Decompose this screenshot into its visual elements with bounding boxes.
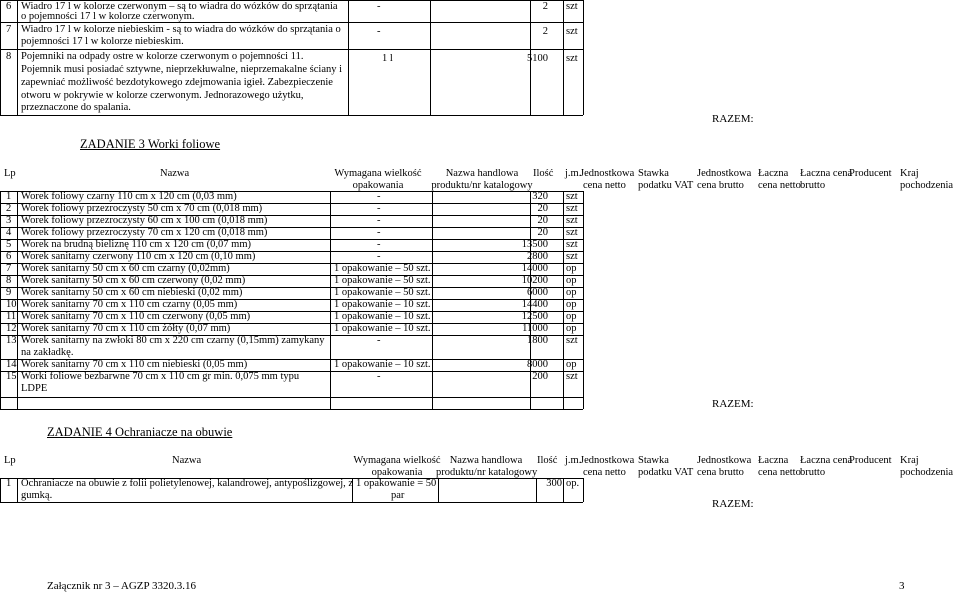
table-row-lp: 1 (6, 191, 12, 202)
table-row-qty: 13500 (521, 239, 548, 250)
row-req: - (377, 1, 381, 12)
table-row-qty: 8000 (527, 359, 548, 370)
table-row-unit: szt (566, 251, 578, 262)
table-row-lp: 5 (6, 239, 12, 250)
table-row-unit: szt (566, 227, 578, 238)
table-row-req: - (377, 203, 381, 214)
row-req: 1 l (382, 53, 393, 64)
col-header-qty: Ilość (537, 455, 558, 466)
row-lp: 6 (6, 1, 12, 12)
table-row-qty: 320 (532, 191, 548, 202)
table-row-lp: 13 (6, 335, 17, 346)
razem-label: RAZEM: (712, 498, 754, 510)
col-header-unit-net: Jednostkowa (580, 455, 635, 466)
col-header-unit-gross: cena brutto (697, 180, 744, 191)
col-header-unit-net: Jednostkowa (580, 168, 635, 179)
razem-label: RAZEM: (712, 398, 754, 410)
row-name: Pojemnik musi posiadać sztywne, nieprzekłuwalne, nieprzemakalne ściany i (21, 64, 343, 75)
col-header-country: Kraj (900, 168, 919, 179)
table-row-req: 1 opakowanie – 10 szt. (334, 311, 431, 322)
table-row-req: par (391, 490, 405, 501)
table-row-req: - (377, 227, 381, 238)
table-row-name: Worek sanitarny 70 cm x 110 cm czarny (0,05 mm) (21, 299, 238, 310)
table-row-name: Worek sanitarny 70 cm x 110 cm czerwony (0,05 mm) (21, 311, 251, 322)
table-row-unit: op. (566, 478, 580, 489)
table-row-req: 1 opakowanie – 50 szt. (334, 287, 431, 298)
table-row-unit: op (566, 299, 577, 310)
table-row-req: - (377, 191, 381, 202)
table-row-name: Worek foliowy przezroczysty 50 cm x 70 cm (0,018 mm) (21, 203, 263, 214)
row-unit: szt (566, 26, 578, 37)
col-header-trade: produktu/nr katalogowy (431, 180, 533, 191)
table-row-req: - (377, 215, 381, 226)
table-row-name: Worek na brudną bieliznę 110 cm x 120 cm (0,07 mm) (21, 239, 251, 250)
table-row-unit: op (566, 275, 577, 286)
col-header-unit: j.m. (565, 168, 582, 179)
footer-attachment-label: Załącznik nr 3 – AGZP 3320.3.16 (47, 580, 196, 592)
table-row-name: Worek sanitarny czerwony 110 cm x 120 cm (0,10 mm) (21, 251, 256, 262)
table-row-name: Worek sanitarny 50 cm x 60 cm niebieski (0,02 mm) (21, 287, 243, 298)
razem-label: RAZEM: (712, 113, 754, 125)
table-row-name: Worek foliowy przezroczysty 70 cm x 120 cm (0,018 mm) (21, 227, 268, 238)
row-lp: 7 (6, 24, 12, 35)
table-row-unit: szt (566, 239, 578, 250)
col-header-country: pochodzenia (900, 180, 954, 191)
col-header-req: Wymagana wielkość (353, 455, 441, 466)
row-req: - (377, 26, 381, 37)
table-row-lp: 7 (6, 263, 12, 274)
col-header-total-gross: Łaczna cena (800, 168, 853, 179)
table-row-name: Worek sanitarny 50 cm x 60 cm czarny (0,02mm) (21, 263, 230, 274)
col-header-name: Nazwa (172, 455, 202, 466)
table-row-lp: 15 (6, 371, 17, 382)
table-row-name: Worek foliowy przezroczysty 60 cm x 100 cm (0,018 mm) (21, 215, 268, 226)
col-header-total-net: Łaczna (758, 168, 789, 179)
table-row-name: Worek sanitarny na zwłoki 80 cm x 220 cm czarny (0,15mm) zamykany (21, 335, 325, 346)
col-header-unit-net: cena netto (583, 467, 626, 478)
row-name: Wiadro 17 l w kolorze czerwonym – są to wiadra do wózków do sprzątania (21, 1, 338, 12)
table-row-qty: 14000 (521, 263, 548, 274)
row-name: pojemności 17 l w kolorze niebieskim. (21, 36, 184, 47)
row-name: Pojemniki na odpady ostre w kolorze czerwonym o pojemności 11. (21, 51, 304, 62)
table-row-name: Ochraniacze na obuwie z folii polietylenowej, kalandrowej, antypoślizgowej, z (21, 478, 354, 489)
row-lp: 8 (6, 51, 12, 62)
table-row-qty: 20 (537, 203, 548, 214)
col-header-country: pochodzenia (900, 467, 954, 478)
table-row-qty: 12500 (521, 311, 548, 322)
table-row-lp: 2 (6, 203, 12, 214)
table-row-lp: 9 (6, 287, 12, 298)
table-row-req: 1 opakowanie – 50 szt. (334, 275, 431, 286)
col-header-total-gross: Łaczna cena (800, 455, 853, 466)
col-header-total-gross: brutto (800, 180, 826, 191)
row-name: o pojemności 17 l w kolorze czerwonym. (21, 11, 195, 22)
table-row-qty: 10200 (521, 275, 548, 286)
table-row-unit: szt (566, 191, 578, 202)
table-row-req: 1 opakowanie – 10 szt. (334, 299, 431, 310)
col-header-vat: podatku VAT (638, 180, 694, 191)
table-row-name: Worek foliowy czarny 110 cm x 120 cm (0,03 mm) (21, 191, 237, 202)
col-header-trade: Nazwa handlowa (449, 455, 523, 466)
table-row-req: 1 opakowanie – 10 szt. (334, 359, 431, 370)
col-header-lp: Lp (4, 455, 16, 466)
table-row-unit: szt (566, 203, 578, 214)
table-row-unit: szt (566, 371, 578, 382)
col-header-unit: j.m. (565, 455, 582, 466)
row-qty: 2 (542, 26, 548, 37)
table-row-lp: 10 (6, 299, 17, 310)
table-row-name: na zakładkę. (21, 347, 74, 358)
col-header-req: Wymagana wielkość (334, 168, 422, 179)
table-row-unit: szt (566, 335, 578, 346)
table-row-lp: 4 (6, 227, 12, 238)
table-row-qty: 6000 (527, 287, 548, 298)
col-header-total-gross: brutto (800, 467, 826, 478)
row-qty: 2 (542, 1, 548, 12)
table-row-lp: 6 (6, 251, 12, 262)
col-header-total-net: Łaczna (758, 455, 789, 466)
col-header-unit-gross: cena brutto (697, 467, 744, 478)
col-header-unit-gross: Jednostkowa (697, 455, 752, 466)
table-row-req: 1 opakowanie = 50 (356, 478, 437, 489)
table-row-name: gumką. (21, 490, 53, 501)
table-row-name: Worek sanitarny 70 cm x 110 cm żółty (0,07 mm) (21, 323, 231, 334)
table-row-name: Worek sanitarny 70 cm x 110 cm niebieski (0,05 mm) (21, 359, 248, 370)
table-row-qty: 20 (537, 215, 548, 226)
table-row-req: - (377, 335, 381, 346)
col-header-req: opakowania (371, 467, 423, 478)
row-name: otworu w pokrywie w kolorze czerwonym. Jednorazowego użytku, (21, 90, 304, 101)
col-header-producer: Producent (849, 455, 892, 466)
col-header-vat: podatku VAT (638, 467, 694, 478)
table-row-req: - (377, 251, 381, 262)
table-row-qty: 200 (532, 371, 548, 382)
col-header-vat: Stawka (638, 455, 669, 466)
table-row-req: - (377, 239, 381, 250)
table-row-qty: 11000 (522, 323, 548, 334)
table-row-name: Worek sanitarny 50 cm x 60 cm czerwony (0,02 mm) (21, 275, 246, 286)
col-header-req: opakowania (352, 180, 404, 191)
col-header-trade: produktu/nr katalogowy (436, 467, 538, 478)
table-row-lp: 8 (6, 275, 12, 286)
table-row-lp: 3 (6, 215, 12, 226)
row-name: przeznaczone do spalania. (21, 102, 131, 113)
table-row-qty: 300 (546, 478, 562, 489)
table-row-qty: 1800 (527, 335, 548, 346)
row-qty: 5100 (527, 53, 548, 64)
table-row-unit: op (566, 359, 577, 370)
row-unit: szt (566, 53, 578, 64)
table-row-req: 1 opakowanie – 10 szt. (334, 323, 431, 334)
row-name: Wiadro 17 l w kolorze niebieskim - są to wiadra do wózków do sprzątania o (21, 24, 341, 35)
table-row-req: 1 opakowanie – 50 szt. (334, 263, 431, 274)
table-row-name: LDPE (21, 383, 48, 394)
col-header-total-net: cena netto (758, 180, 801, 191)
table-row-lp: 11 (6, 311, 17, 322)
row-name: zapewniać możliwość bezdotykowego zdejmowania igieł. Zabezpieczenie (21, 77, 333, 88)
col-header-qty: Ilość (533, 168, 554, 179)
col-header-name: Nazwa (160, 168, 190, 179)
table-row-req: - (377, 371, 381, 382)
section-title: ZADANIE 3 Worki foliowe (80, 137, 221, 151)
page-number: 3 (899, 580, 905, 592)
col-header-unit-net: cena netto (583, 180, 626, 191)
table-row-unit: op (566, 323, 577, 334)
table-row-unit: szt (566, 215, 578, 226)
col-header-vat: Stawka (638, 168, 669, 179)
col-header-lp: Lp (4, 168, 16, 179)
table-row-unit: op (566, 287, 577, 298)
col-header-country: Kraj (900, 455, 919, 466)
col-header-unit-gross: Jednostkowa (697, 168, 752, 179)
table-row-lp: 1 (6, 478, 12, 489)
row-divider (0, 397, 583, 398)
table-row-name: Worki foliowe bezbarwne 70 cm x 110 cm gr min. 0,075 mm typu (21, 371, 300, 382)
table-row-lp: 14 (6, 359, 17, 370)
section-title: ZADANIE 4 Ochraniacze na obuwie (47, 425, 233, 439)
col-header-total-net: cena netto (758, 467, 801, 478)
row-unit: szt (566, 1, 578, 12)
table-row-qty: 14400 (521, 299, 548, 310)
col-header-producer: Producent (849, 168, 892, 179)
table-row-lp: 12 (6, 323, 17, 334)
table-row-qty: 20 (537, 227, 548, 238)
table-row-unit: op (566, 311, 577, 322)
col-header-trade: Nazwa handlowa (445, 168, 519, 179)
table-row-qty: 2800 (527, 251, 548, 262)
table-row-unit: op (566, 263, 577, 274)
